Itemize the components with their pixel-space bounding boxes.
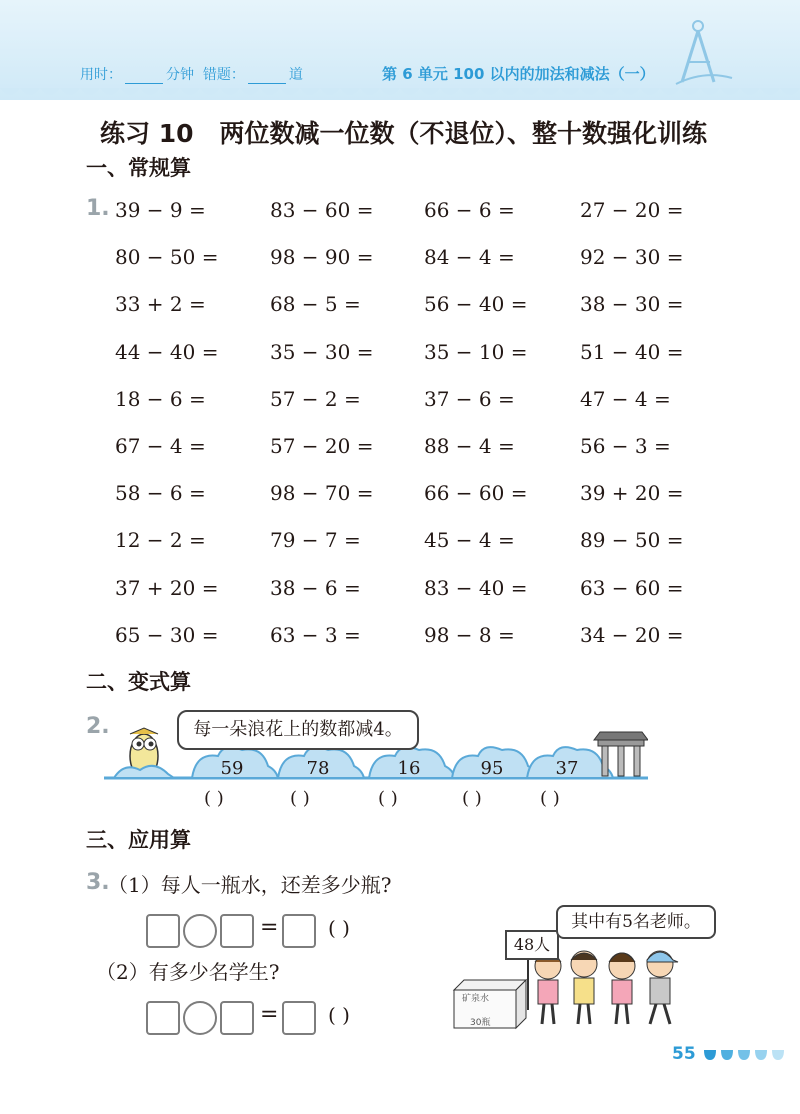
equation-r2-c2: 98 − 90 =: [270, 245, 374, 270]
girl-1-icon: [535, 953, 561, 1024]
wave-instruction-speech-bubble: 每一朵浪花上的数都减4。: [177, 710, 419, 750]
equals-sign-2: =: [260, 1002, 279, 1027]
equation-r6-c1: 67 − 4 =: [115, 434, 206, 458]
unit-title: 第 6 单元 100 以内的加法和减法（一）: [382, 65, 655, 83]
equation-r4-c3: 35 − 10 =: [424, 339, 528, 364]
exercise-title: [100, 114, 707, 150]
wave-answer-blank-2[interactable]: ( ): [290, 788, 310, 809]
header-scallop-edge: [0, 88, 800, 102]
water-crate-label: 矿泉水: [462, 994, 490, 1004]
equation-r3-c2: 68 − 5 =: [270, 292, 361, 317]
exercise-topic: 两位数减一位数（不退位）、整十数强化训练: [219, 119, 708, 148]
compass-icon: [674, 18, 734, 90]
equation-r5-c2: 57 − 2 =: [270, 386, 361, 411]
people-count-sign: 48人: [505, 930, 559, 960]
boy-1-icon: [571, 951, 597, 1024]
exercise-number: 练习 10: [100, 119, 194, 148]
question-1-number: 1.: [86, 196, 110, 221]
equation-r8-c2: 79 − 7 =: [270, 528, 361, 553]
equation-r7-c2: 98 − 70 =: [270, 481, 374, 506]
equation-r5-c1: 18 − 6 =: [115, 386, 206, 411]
equation-r6-c4: 56 − 3 =: [580, 434, 671, 458]
result-box-2[interactable]: [282, 1001, 316, 1035]
equation-r6-c2: 57 − 20 =: [270, 434, 374, 458]
equation-r9-c2: 38 − 6 =: [270, 575, 361, 600]
teachers-speech-bubble: 其中有5名老师。: [556, 905, 716, 939]
equation-r10-c1: 65 − 30 =: [115, 622, 219, 647]
equation-r1-c3: 66 − 6 =: [424, 198, 515, 222]
equation-r2-c1: 80 − 50 =: [115, 245, 219, 270]
footer-dot-1: [704, 1050, 716, 1060]
question-unit-label: 道: [288, 67, 303, 83]
page-decoration-dots: [700, 1048, 792, 1062]
girl-2-icon: [609, 953, 635, 1024]
equals-sign-1: =: [260, 915, 279, 940]
wave-answer-blank-1[interactable]: ( ): [204, 788, 224, 809]
section-variant-calc: 二、变式算: [86, 670, 191, 694]
equation-r10-c2: 63 − 3 =: [270, 622, 361, 647]
equation-r3-c3: 56 − 40 =: [424, 292, 528, 317]
operator-circle-2[interactable]: [183, 1001, 217, 1035]
question-2-number: 2.: [86, 714, 110, 739]
equation-r5-c3: 37 − 6 =: [424, 386, 515, 411]
pavilion-icon: [594, 732, 648, 776]
equation-r10-c4: 34 − 20 =: [580, 622, 684, 647]
unit-blank-1[interactable]: ( ): [328, 916, 350, 940]
time-label: 用时：: [80, 67, 122, 83]
water-crate-count: 30瓶: [470, 1018, 491, 1028]
wave-answer-blank-3[interactable]: ( ): [378, 788, 398, 809]
answer-box-2b[interactable]: [220, 1001, 254, 1035]
equation-r4-c4: 51 − 40 =: [580, 339, 684, 364]
time-blank[interactable]: [125, 69, 163, 84]
equation-r10-c3: 98 − 8 =: [424, 622, 515, 647]
equation-r8-c1: 12 − 2 =: [115, 528, 206, 553]
equation-r2-c4: 92 − 30 =: [580, 245, 684, 270]
wave-answer-blank-4[interactable]: ( ): [462, 788, 482, 809]
equation-r7-c3: 66 − 60 =: [424, 481, 528, 506]
equation-r9-c1: 37 + 20 =: [115, 575, 219, 600]
equation-r9-c4: 63 − 60 =: [580, 575, 684, 600]
question-3-part-1: （1）每人一瓶水，还差多少瓶?: [108, 873, 392, 897]
wave-number-3: 16: [397, 758, 421, 779]
errors-blank[interactable]: [248, 69, 286, 84]
boy-2-with-cap-icon: [647, 951, 678, 1024]
footer-dot-2: [721, 1050, 733, 1060]
footer-dot-5: [772, 1050, 784, 1060]
operator-circle-1[interactable]: [183, 914, 217, 948]
section-applied-calc: 三、应用算: [86, 828, 191, 852]
equation-r7-c4: 39 + 20 =: [580, 481, 684, 506]
equation-r4-c2: 35 − 30 =: [270, 339, 374, 364]
answer-box-1b[interactable]: [220, 914, 254, 948]
wave-shape-fish-base: [114, 766, 174, 778]
page-number: 55: [672, 1044, 696, 1064]
equation-r2-c3: 84 − 4 =: [424, 245, 515, 270]
result-box-1[interactable]: [282, 914, 316, 948]
wave-number-4: 95: [480, 758, 504, 779]
equation-r1-c2: 83 − 60 =: [270, 198, 374, 222]
wave-answer-blank-5[interactable]: ( ): [540, 788, 560, 809]
question-3-part-2: （2）有多少名学生?: [96, 960, 280, 984]
equation-r3-c1: 33 + 2 =: [115, 292, 206, 317]
equation-r9-c3: 83 − 40 =: [424, 575, 528, 600]
wave-number-5: 37: [555, 758, 579, 779]
wave-number-2: 78: [306, 758, 330, 779]
section-regular-calc: 一、常规算: [86, 156, 191, 180]
equation-r3-c4: 38 − 30 =: [580, 292, 684, 317]
equation-r8-c3: 45 − 4 =: [424, 528, 515, 553]
unit-blank-2[interactable]: ( ): [328, 1003, 350, 1027]
equation-r8-c4: 89 − 50 =: [580, 528, 684, 553]
equation-r1-c1: 39 − 9 =: [115, 198, 206, 222]
answer-box-1a[interactable]: [146, 914, 180, 948]
question-3-number: 3.: [86, 870, 110, 895]
minute-label: 分钟: [166, 67, 194, 83]
equation-r5-c4: 47 − 4 =: [580, 386, 671, 411]
footer-dot-3: [738, 1050, 750, 1060]
wave-number-1: 59: [220, 758, 244, 779]
equation-r7-c1: 58 − 6 =: [115, 481, 206, 506]
answer-box-2a[interactable]: [146, 1001, 180, 1035]
equation-r6-c3: 88 − 4 =: [424, 434, 515, 458]
equation-r4-c1: 44 − 40 =: [115, 339, 219, 364]
equation-r1-c4: 27 − 20 =: [580, 198, 684, 222]
time-and-errors-line: [80, 64, 303, 84]
errors-label: 错题：: [202, 67, 245, 83]
footer-dot-4: [755, 1050, 767, 1060]
